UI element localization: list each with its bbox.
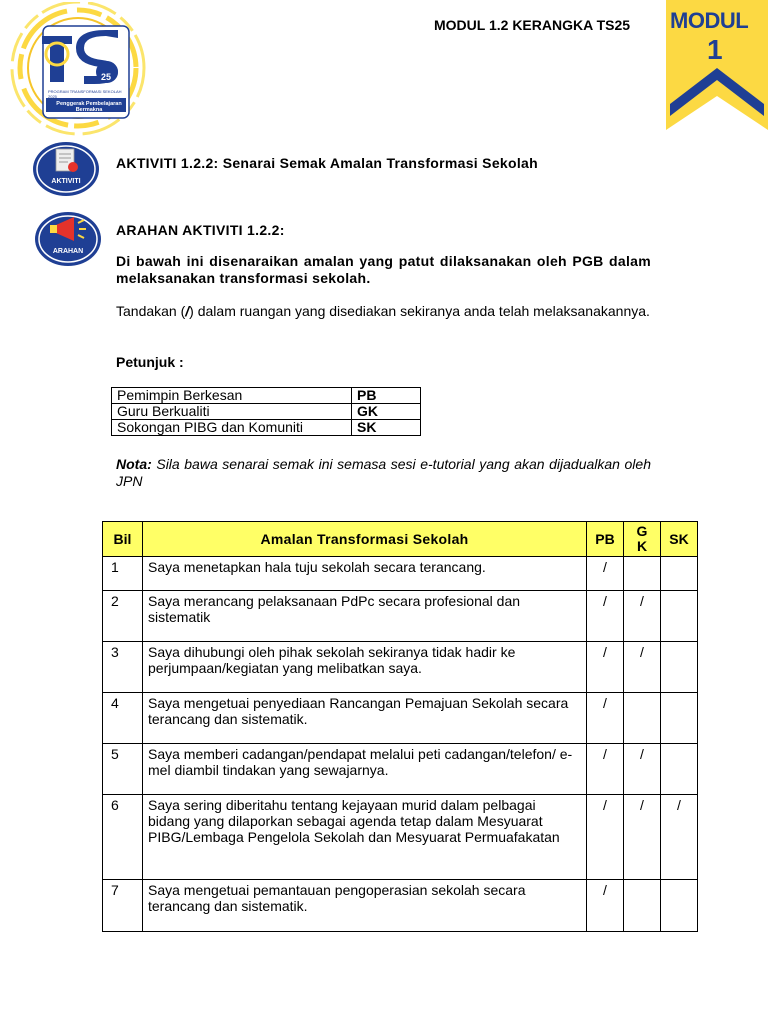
row-sk-checkbox[interactable] [661, 642, 698, 693]
row-bil: 2 [103, 591, 143, 642]
aktiviti-icon-label: AKTIVITI [51, 178, 81, 185]
arahan-icon-label: ARAHAN [52, 248, 84, 255]
legend-name: Pemimpin Berkesan [112, 388, 352, 404]
arahan-icon [34, 211, 102, 267]
instruction-post: ) dalam ruangan yang disediakan sekiranya anda telah melaksanakannya. [189, 303, 650, 319]
row-pb-checkbox[interactable]: / [587, 693, 624, 744]
nota-text: Sila bawa senarai semak ini semasa sesi e-tutorial yang akan dijadualkan oleh JPN [116, 456, 651, 489]
header-gk [624, 522, 661, 557]
petunjuk-label: Petunjuk : [116, 354, 184, 370]
logo-tagline: Penggerak Pembelajaran Bermakna [56, 101, 122, 113]
table-row [103, 642, 698, 693]
row-desc: Saya dihubungi oleh pihak sekolah sekiranya tidak hadir ke perjumpaan/kegiatan yang melibatkan saya. [143, 642, 587, 693]
row-bil: 1 [103, 557, 143, 591]
row-gk-checkbox[interactable]: / [624, 744, 661, 795]
aktiviti-icon [32, 141, 100, 197]
row-bil: 6 [103, 795, 143, 880]
row-pb-checkbox[interactable]: / [587, 642, 624, 693]
row-bil: 7 [103, 880, 143, 932]
row-desc: Saya menetapkan hala tuju sekolah secara terancang. [143, 557, 587, 591]
row-desc: Saya mengetuai pemantauan pengoperasian sekolah secara terancang dan sistematik. [143, 880, 587, 932]
badge-word: MODUL [670, 8, 749, 33]
legend-row [112, 404, 421, 420]
legend-row [112, 420, 421, 436]
arahan-title: ARAHAN AKTIVITI 1.2.2: [116, 222, 285, 238]
table-row [103, 693, 698, 744]
row-pb-checkbox[interactable]: / [587, 795, 624, 880]
row-pb-checkbox[interactable]: / [587, 880, 624, 932]
row-gk-checkbox[interactable]: / [624, 795, 661, 880]
row-gk-checkbox[interactable] [624, 880, 661, 932]
row-bil: 3 [103, 642, 143, 693]
nota-label: Nota: [116, 456, 152, 472]
row-desc: Saya memberi cadangan/pendapat melalui peti cadangan/telefon/ e-mel diambil tindakan yang sewajarnya. [143, 744, 587, 795]
checklist-table [102, 521, 698, 932]
row-desc: Saya merancang pelaksanaan PdPc secara profesional dan sistematik [143, 591, 587, 642]
row-pb-checkbox[interactable]: / [587, 557, 624, 591]
table-row [103, 880, 698, 932]
instruction-mark: / [185, 303, 190, 319]
legend-code: GK [352, 404, 421, 420]
table-row [103, 557, 698, 591]
row-desc: Saya mengetuai penyediaan Rancangan Pemajuan Sekolah secara terancang dan sistematik. [143, 693, 587, 744]
header-gk-1: G [636, 523, 648, 539]
row-sk-checkbox[interactable] [661, 744, 698, 795]
row-gk-checkbox[interactable] [624, 557, 661, 591]
legend-code: SK [352, 420, 421, 436]
row-sk-checkbox[interactable]: / [661, 795, 698, 880]
arahan-intro: Di bawah ini disenaraikan amalan yang patut dilaksanakan oleh PGB dalam melaksanakan transformasi sekolah. [116, 253, 651, 286]
table-row [103, 795, 698, 880]
logo-caption: PROGRAM TRANSFORMASI SEKOLAH 2025 [48, 89, 122, 99]
header-desc: Amalan Transformasi Sekolah [143, 522, 587, 557]
table-row [103, 744, 698, 795]
nota [116, 456, 651, 490]
header-sk: SK [661, 522, 698, 557]
row-gk-checkbox[interactable]: / [624, 591, 661, 642]
legend-row [112, 388, 421, 404]
ts25-logo [6, 2, 156, 142]
logo-number: 25 [101, 72, 112, 82]
row-pb-checkbox[interactable]: / [587, 591, 624, 642]
modul-badge [666, 0, 768, 130]
legend-name: Sokongan PIBG dan Komuniti [112, 420, 352, 436]
badge-number: 1 [707, 34, 723, 65]
header-pb: PB [587, 522, 624, 557]
aktiviti-title: AKTIVITI 1.2.2: Senarai Semak Amalan Transformasi Sekolah [116, 155, 538, 171]
arahan-instruction [116, 303, 651, 320]
legend-name: Guru Berkualiti [112, 404, 352, 420]
row-sk-checkbox[interactable] [661, 591, 698, 642]
row-bil: 5 [103, 744, 143, 795]
header-bil: Bil [103, 522, 143, 557]
row-pb-checkbox[interactable]: / [587, 744, 624, 795]
row-sk-checkbox[interactable] [661, 557, 698, 591]
row-gk-checkbox[interactable]: / [624, 642, 661, 693]
row-bil: 4 [103, 693, 143, 744]
row-desc: Saya sering diberitahu tentang kejayaan murid dalam pelbagai bidang yang dilaporkan sebagai agenda tetap dalam Mesyuarat PIBG/Lembaga Pengelola Sekolah dan Mesyuarat Permuafakatan [143, 795, 587, 880]
petunjuk-legend-table [111, 387, 421, 436]
row-sk-checkbox[interactable] [661, 880, 698, 932]
module-header-title: MODUL 1.2 KERANGKA TS25 [434, 17, 631, 33]
table-row [103, 591, 698, 642]
instruction-pre: Tandakan ( [116, 303, 186, 319]
header-gk-2: K [636, 538, 648, 554]
checklist-header-row [103, 522, 698, 557]
legend-code: PB [352, 388, 421, 404]
row-sk-checkbox[interactable] [661, 693, 698, 744]
row-gk-checkbox[interactable] [624, 693, 661, 744]
